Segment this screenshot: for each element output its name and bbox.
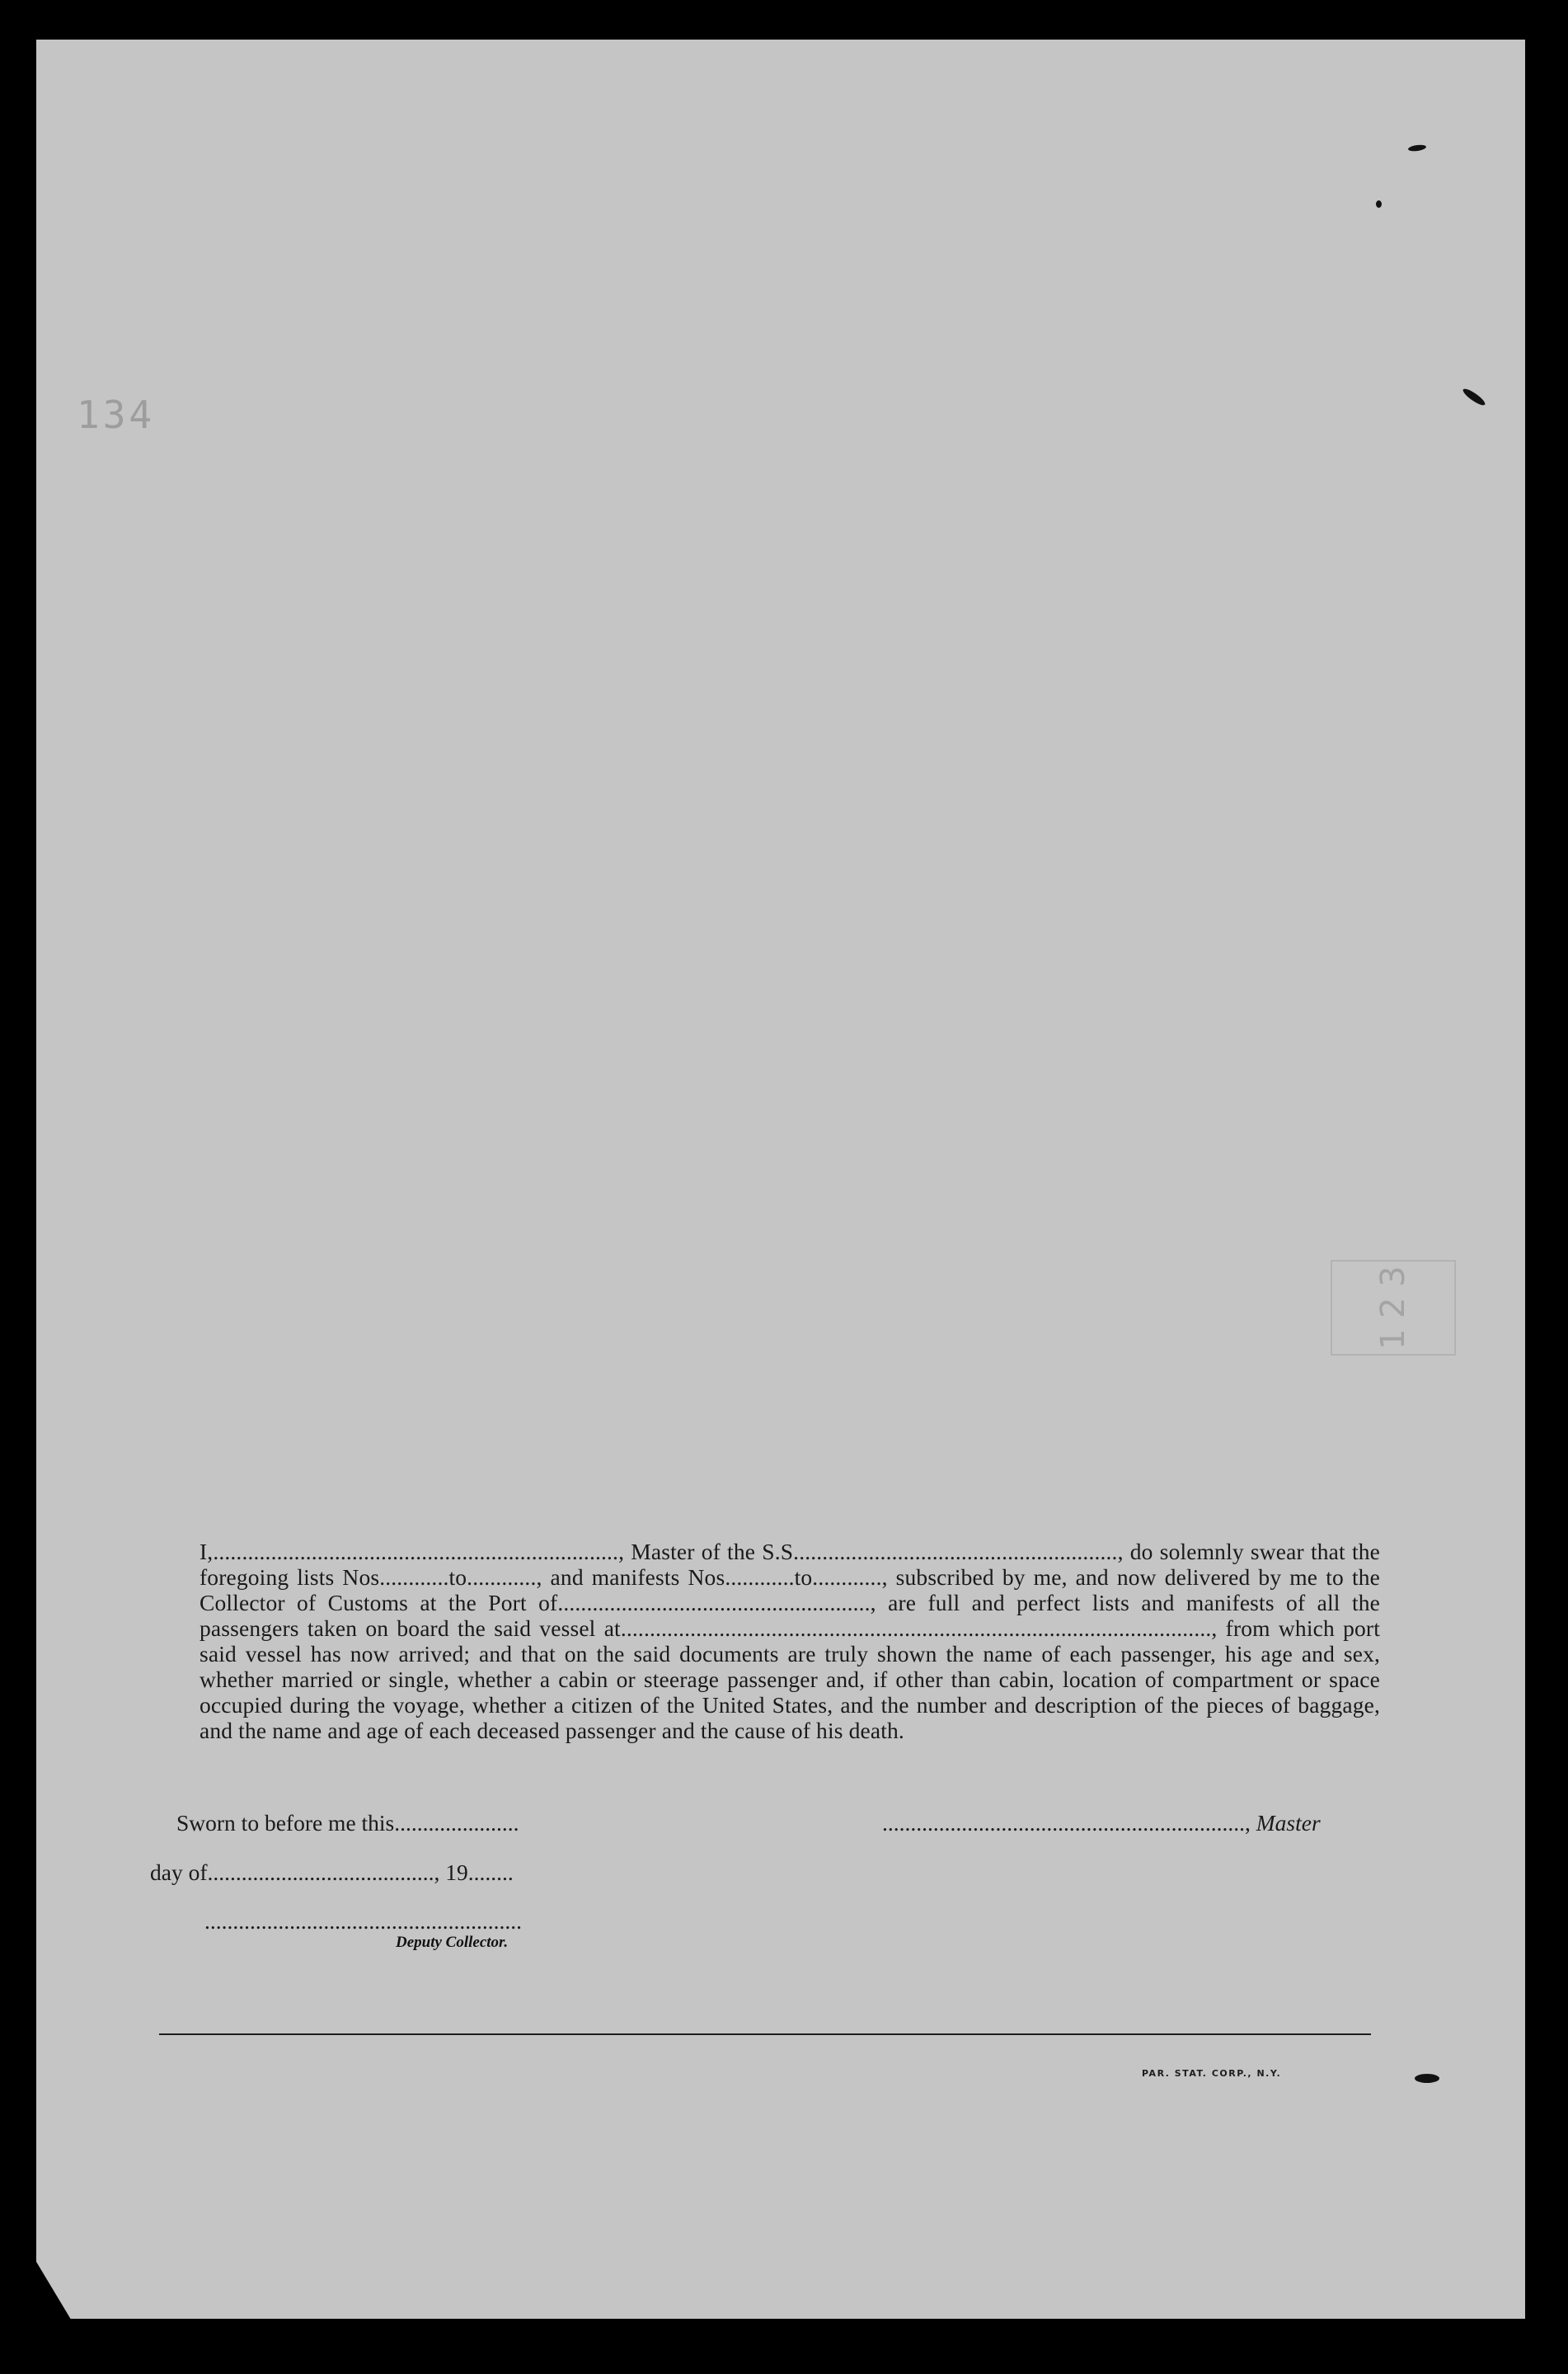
horizontal-rule xyxy=(159,2033,1371,2035)
master-dots: ................................................................, xyxy=(882,1810,1256,1836)
document-page xyxy=(36,40,1525,2319)
printer-mark: PAR. STAT. CORP., N.Y. xyxy=(1142,2068,1282,2079)
oath-text xyxy=(150,1539,1380,1743)
oath-paragraph: I,......................................................................, Master of the S.S........................................................, do solemnly swear that the foregoing lists Nos............to............, and manifests Nos............to............, subscribed by me, and now delivered by me to the Collector of Customs at the Port of......................................................, are full and perfect lists and manifests of all the passengers taken on board the said vessel at......................................................................................................, from which port said vessel has now arrived; and that on the said documents are truly shown the name of each passenger, his age and sex, whether married or single, whether a cabin or steerage passenger and, if other than cabin, location of compartment or space occupied during the voyage, whether a citizen of the United States, and the number and description of the pieces of baggage, and the name and age of each deceased passenger and the cause of his death. xyxy=(200,1539,1380,1743)
sworn-line: Sworn to before me this...................... xyxy=(176,1810,519,1836)
master-signature-line xyxy=(882,1810,1321,1836)
deputy-collector-label: Deputy Collector. xyxy=(396,1934,509,1951)
master-label: Master xyxy=(1256,1810,1321,1836)
deputy-signature-line: ........................................................ xyxy=(204,1908,522,1934)
faint-stamp: 1 2 3 xyxy=(1331,1260,1456,1356)
date-line: day of........................................, 19........ xyxy=(150,1859,514,1885)
ink-mark xyxy=(1376,200,1382,208)
ink-mark xyxy=(1415,2074,1439,2083)
margin-number: 134 xyxy=(77,393,156,437)
